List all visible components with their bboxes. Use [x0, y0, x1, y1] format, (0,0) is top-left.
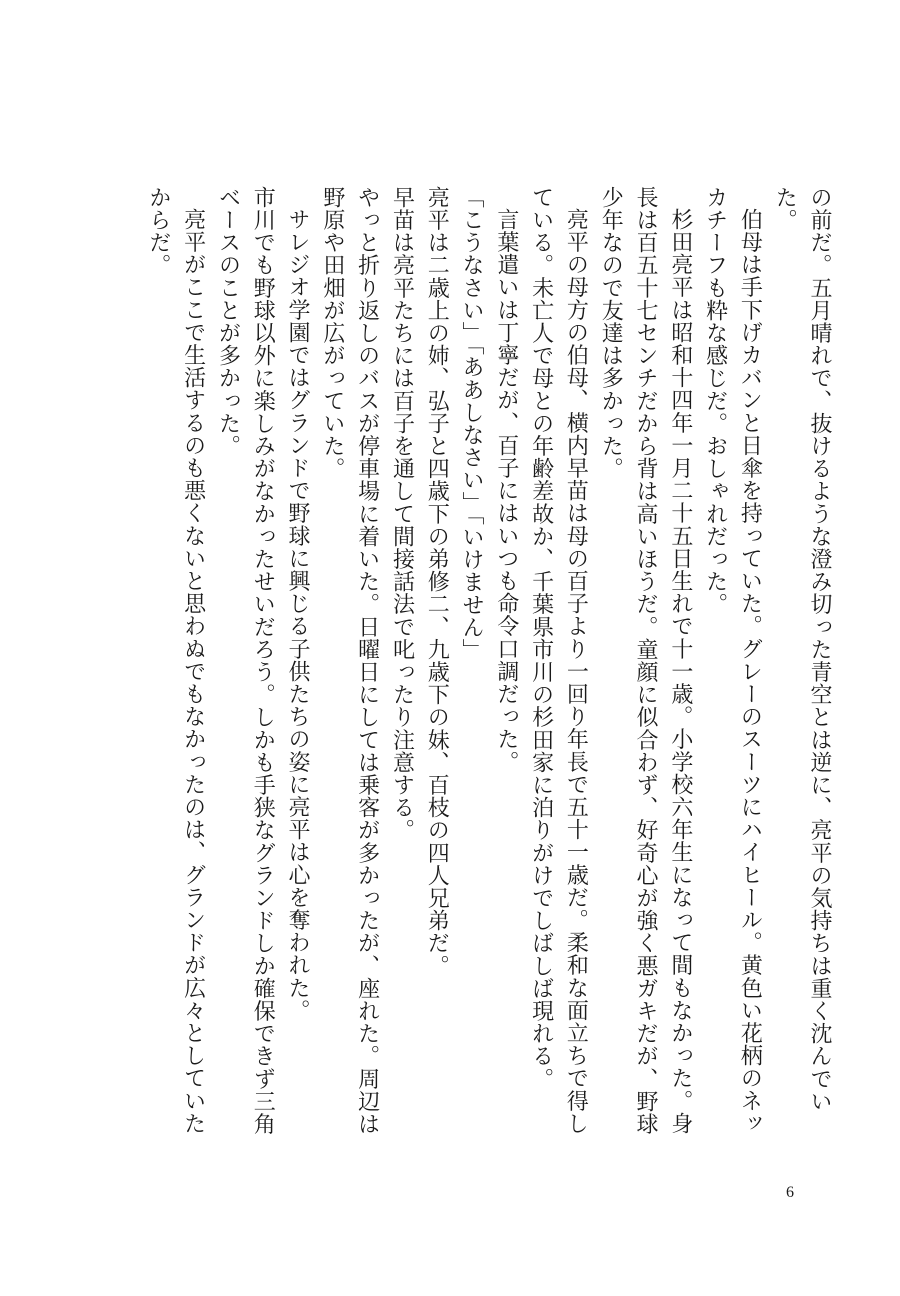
paragraph-1: の前だ。五月晴れで、抜けるような澄み切った青空とは逆に、亮平の気持ちは重く沈んでいた。 — [772, 186, 832, 1113]
paragraph-7: 亮平は二歳上の姉、弘子と四歳下の弟修二、九歳下の妹、百枝の四人兄弟だ。 — [424, 186, 450, 977]
vertical-text-body — [140, 186, 836, 1146]
paragraph-9: やっと折り返しのバスが停車場に着いた。日曜日にしては乗客が多かったが、座れた。周辺は野原や田畑が広がっていた。 — [319, 186, 380, 1136]
paragraph-3: 杉田亮平は昭和十四年一月二十五日生れで十一歳。小学校六年生になって間もなかった。身長は百五十七センチだから背は高いほうだ。童顔に似合わず、好奇心が強く悪ガキだが、野球少年なので友達は多かった。 — [598, 186, 693, 1136]
paragraph-11: 市川でも野球以外に楽しみがなかったせいだろう。しかも手狭なグランドしか確保できず三角ベースのことが多かった。 — [215, 186, 276, 1136]
paragraph-2: 伯母は手下げカバンと日傘を持っていた。グレーのスーツにハイヒール。黄色い花柄のネッカチーフも粋な感じだ。おしゃれだった。 — [702, 186, 763, 1135]
paragraph-6-dialogue: 「こうなさい」「ああしなさい」「いけません」 — [459, 186, 485, 662]
paragraph-4: 亮平の母方の伯母、横内早苗は母の百子より一回り年長で五十一歳だ。柔和な面立ちで得している。未亡人で母との年齢差故か、千葉県市川の杉田家に泊りがけでしばしば現れる。 — [528, 186, 589, 1135]
paragraph-5: 言葉遣いは丁寧だが、百子にはいつも命令口調だった。 — [493, 208, 519, 773]
paragraph-10: サレジオ学園ではグランドで野球に興じる子供たちの姿に亮平は心を奪われた。 — [285, 208, 311, 1022]
page-number: 6 — [786, 1184, 794, 1201]
paragraph-8: 早苗は亮平たちには百子を通して間接話法で叱ったり注意する。 — [389, 186, 415, 842]
paragraph-12: 亮平がここで生活するのも悪くないと思わぬでもなかったのは、グランドが広々としていたからだ。 — [145, 186, 206, 1135]
